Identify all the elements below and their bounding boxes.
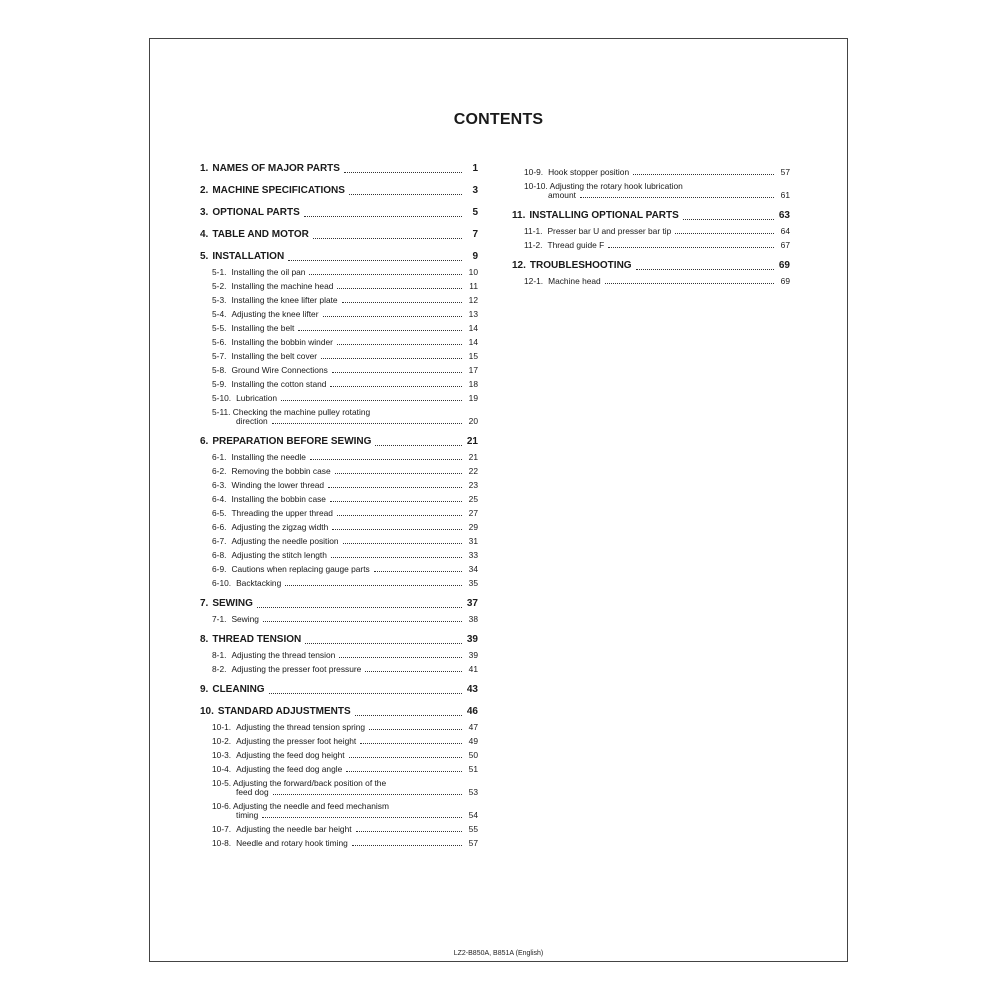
toc-entry-number: 6-1. <box>212 452 227 462</box>
toc-entry-label: 10-9. Hook stopper position <box>524 167 630 177</box>
toc-entry-label: 6. PREPARATION BEFORE SEWING <box>200 436 372 447</box>
toc-entry-number: 3. <box>200 207 209 218</box>
toc-page-number: 33 <box>468 550 478 560</box>
toc-entry-label: 5. INSTALLATION <box>200 251 285 262</box>
toc-entry <box>200 352 478 361</box>
toc-entry-number: 6-9. <box>212 564 227 574</box>
toc-leader-dots <box>343 543 462 544</box>
toc-leader-dots <box>365 671 462 672</box>
toc-page-number: 51 <box>468 764 478 774</box>
toc-entry-number: 11-2. <box>524 240 543 250</box>
toc-entry <box>200 825 478 834</box>
toc-entry-number: 7. <box>200 598 209 609</box>
toc-page-number: 23 <box>468 480 478 490</box>
toc-page-number: 41 <box>468 664 478 674</box>
toc-leader-dots <box>349 757 462 758</box>
toc-leader-dots <box>298 330 462 331</box>
toc-entry-number: 8. <box>200 634 209 645</box>
toc-leader-dots <box>369 729 462 730</box>
toc-entry-number: 5-11. <box>212 407 231 417</box>
toc-entry-text <box>524 182 778 200</box>
toc-entry-line <box>212 417 466 426</box>
toc-page-number: 54 <box>468 810 478 820</box>
toc-page-number: 49 <box>468 736 478 746</box>
toc-entry-label: Adjusting the rotary hook lubrication <box>547 181 683 191</box>
toc-entry-label: 6-6. Adjusting the zigzag width <box>212 522 329 532</box>
toc-leader-dots <box>281 400 462 401</box>
toc-leader-dots <box>375 445 462 446</box>
toc-entry-number: 10-9. <box>524 167 544 177</box>
toc-entry-label: 6-1. Installing the needle <box>212 452 306 462</box>
toc-entry <box>512 168 790 177</box>
toc-leader-dots <box>636 269 774 270</box>
toc-section <box>200 706 478 718</box>
toc-page-number: 21 <box>466 436 478 447</box>
toc-page-number: 11 <box>469 281 478 291</box>
toc-page-number: 9 <box>472 251 478 262</box>
toc-entry-number: 5-6. <box>212 337 227 347</box>
toc-leader-dots <box>337 344 462 345</box>
toc-entry-label: 6-3. Winding the lower thread <box>212 480 325 490</box>
toc-leader-dots <box>310 459 462 460</box>
toc-entry-number: 5-9. <box>212 379 227 389</box>
toc-entry-label: 6-5. Threading the upper thread <box>212 508 333 518</box>
toc-entry-number: 12. <box>512 260 526 271</box>
toc-entry-label: 5-5. Installing the belt <box>212 323 295 333</box>
toc-entry-label: 5-7. Installing the belt cover <box>212 351 318 361</box>
toc-leader-dots <box>263 621 462 622</box>
toc-entry-label: direction <box>236 416 268 426</box>
toc-entry-label: 10-2. Adjusting the presser foot height <box>212 736 357 746</box>
toc-leader-dots <box>675 233 774 234</box>
toc-entry-label: 11-2. Thread guide F <box>524 240 605 250</box>
toc-page-number: 19 <box>468 393 478 403</box>
toc-entry-number: 10-1. <box>212 722 232 732</box>
toc-entry <box>200 366 478 375</box>
toc-leader-dots <box>356 831 462 832</box>
toc-section <box>200 207 478 219</box>
toc-page-number: 22 <box>468 466 478 476</box>
page-footer: LZ2-B850A, B851A (English) <box>453 950 544 957</box>
toc-entry-label: 5-1. Installing the oil pan <box>212 267 306 277</box>
toc-entry-number: 6-3. <box>212 480 227 490</box>
toc-entry <box>200 509 478 518</box>
toc-page-number: 39 <box>466 634 478 645</box>
toc-leader-dots <box>304 216 462 217</box>
toc-page-number: 27 <box>468 508 478 518</box>
toc-entry-number: 10-7. <box>212 824 232 834</box>
toc-entry-number: 10-10. <box>524 181 548 191</box>
toc-page-number: 37 <box>466 598 478 609</box>
toc-entry <box>200 495 478 504</box>
toc-section <box>200 436 478 448</box>
toc-leader-dots <box>683 219 774 220</box>
toc-leader-dots <box>332 529 462 530</box>
toc-entry <box>200 282 478 291</box>
toc-leader-dots <box>360 743 462 744</box>
toc-leader-dots <box>323 316 463 317</box>
toc-entry-number: 5-1. <box>212 267 227 277</box>
toc-page-number: 53 <box>468 787 478 797</box>
toc-entry <box>512 182 790 200</box>
toc-entry <box>200 537 478 546</box>
toc-page-number: 25 <box>468 494 478 504</box>
toc-entry-line <box>212 811 466 820</box>
toc-entry-text <box>212 779 466 797</box>
toc-leader-dots <box>580 197 774 198</box>
toc-leader-dots <box>339 657 462 658</box>
toc-page-number: 43 <box>466 684 478 695</box>
toc-entry <box>200 839 478 848</box>
toc-entry-label: 7-1. Sewing <box>212 614 259 624</box>
toc-entry-label: 6-2. Removing the bobbin case <box>212 466 331 476</box>
toc-leader-dots <box>285 585 462 586</box>
toc-leader-dots <box>331 557 462 558</box>
toc-entry-number: 11-1. <box>524 226 543 236</box>
toc-entry-text <box>212 802 466 820</box>
toc-section <box>200 598 478 610</box>
toc-section <box>512 210 790 222</box>
toc-entry <box>200 737 478 746</box>
toc-leader-dots <box>355 715 462 716</box>
toc-page-number: 5 <box>472 207 478 218</box>
toc-leader-dots <box>305 643 462 644</box>
toc-entry-label: 10-4. Adjusting the feed dog angle <box>212 764 343 774</box>
toc-page-number: 57 <box>780 167 790 177</box>
toc-entry-number: 5-7. <box>212 351 227 361</box>
toc-entry-number: 5-4. <box>212 309 227 319</box>
toc-entry-label: 2. MACHINE SPECIFICATIONS <box>200 185 345 196</box>
toc-entry <box>200 380 478 389</box>
toc-entry-label: 1. NAMES OF MAJOR PARTS <box>200 163 340 174</box>
toc-leader-dots <box>346 771 462 772</box>
toc-entry <box>200 802 478 820</box>
toc-leader-dots <box>309 274 462 275</box>
toc-entry-label: 3. OPTIONAL PARTS <box>200 207 300 218</box>
toc-page-number: 63 <box>778 210 790 221</box>
toc-leader-dots <box>273 794 462 795</box>
toc-page-number: 61 <box>780 190 790 200</box>
toc-entry-label: 10-1. Adjusting the thread tension spring <box>212 722 366 732</box>
toc-entry-number: 10-4. <box>212 764 232 774</box>
toc-leader-dots <box>272 423 462 424</box>
toc-entry-number: 7-1. <box>212 614 227 624</box>
toc-entry <box>200 565 478 574</box>
toc-page-number: 55 <box>468 824 478 834</box>
toc-page-number: 67 <box>780 240 790 250</box>
toc-section <box>512 260 790 272</box>
toc-entry-label: 6-4. Installing the bobbin case <box>212 494 326 504</box>
toc-section <box>200 634 478 646</box>
toc-page-number: 47 <box>468 722 478 732</box>
toc-entry-label: 9. CLEANING <box>200 684 265 695</box>
toc-entry-label: 6-10. Backtacking <box>212 578 282 588</box>
toc-entry <box>200 723 478 732</box>
toc-entry-number: 6-4. <box>212 494 227 504</box>
toc-entry-label: 11-1. Presser bar U and presser bar tip <box>524 226 672 236</box>
toc-entry-number: 6-2. <box>212 466 227 476</box>
document-page <box>149 38 848 962</box>
toc-entry-number: 6-5. <box>212 508 227 518</box>
toc-entry-number: 10-6. <box>212 801 232 811</box>
toc-page-number: 57 <box>468 838 478 848</box>
toc-page-number: 3 <box>472 185 478 196</box>
toc-page-number: 69 <box>778 260 790 271</box>
toc-entry <box>200 523 478 532</box>
toc-section <box>200 185 478 197</box>
toc-page-number: 1 <box>472 163 478 174</box>
toc-entry-label: feed dog <box>236 787 269 797</box>
toc-entry-number: 10-5. <box>212 778 232 788</box>
toc-page-number: 14 <box>468 337 478 347</box>
toc-page-number: 15 <box>468 351 478 361</box>
toc-column-right <box>512 163 790 286</box>
toc-page-number: 20 <box>468 416 478 426</box>
toc-page-number: 38 <box>468 614 478 624</box>
toc-entry-label: 5-3. Installing the knee lifter plate <box>212 295 338 305</box>
toc-entry-label: 4. TABLE AND MOTOR <box>200 229 309 240</box>
toc-entry-number: 5. <box>200 251 209 262</box>
toc-entry-label: 11. INSTALLING OPTIONAL PARTS <box>512 210 679 221</box>
toc-entry <box>512 227 790 236</box>
toc-leader-dots <box>328 487 462 488</box>
toc-entry-number: 5-5. <box>212 323 227 333</box>
toc-entry-label: Checking the machine pulley rotating <box>230 407 371 417</box>
toc-entry <box>200 296 478 305</box>
toc-entry-number: 4. <box>200 229 209 240</box>
toc-entry-number: 6. <box>200 436 209 447</box>
toc-entry-number: 6-6. <box>212 522 227 532</box>
toc-entry <box>512 241 790 250</box>
toc-leader-dots <box>269 693 462 694</box>
toc-entry <box>200 665 478 674</box>
toc-leader-dots <box>262 817 462 818</box>
toc-page-number: 10 <box>468 267 478 277</box>
toc-leader-dots <box>352 845 462 846</box>
toc-page-number: 17 <box>468 365 478 375</box>
toc-entry-number: 5-2. <box>212 281 227 291</box>
toc-section <box>200 684 478 696</box>
toc-entry-label: 6-7. Adjusting the needle position <box>212 536 339 546</box>
toc-page-number: 14 <box>468 323 478 333</box>
toc-entry <box>200 338 478 347</box>
page-title: CONTENTS <box>453 111 544 128</box>
toc-entry <box>512 277 790 286</box>
toc-leader-dots <box>330 501 462 502</box>
toc-entry-line <box>212 788 466 797</box>
toc-entry-number: 9. <box>200 684 209 695</box>
toc-page-number: 13 <box>468 309 478 319</box>
toc-page-number: 7 <box>472 229 478 240</box>
toc-entry <box>200 579 478 588</box>
toc-entry-number: 12-1. <box>524 276 544 286</box>
toc-column-left <box>200 163 478 848</box>
toc-entry-label: 7. SEWING <box>200 598 253 609</box>
toc-entry-label: 6-8. Adjusting the stitch length <box>212 550 327 560</box>
toc-entry-number: 6-8. <box>212 550 227 560</box>
toc-entry-label: 8-2. Adjusting the presser foot pressure <box>212 664 362 674</box>
toc-page-number: 12 <box>468 295 478 305</box>
toc-entry-label: amount <box>548 190 576 200</box>
toc-entry <box>200 324 478 333</box>
toc-entry-label: 5-2. Installing the machine head <box>212 281 334 291</box>
toc-leader-dots <box>257 607 462 608</box>
toc-entry-label: 5-9. Installing the cotton stand <box>212 379 327 389</box>
toc-section <box>200 229 478 241</box>
toc-entry-number: 8-2. <box>212 664 227 674</box>
toc-page-number: 21 <box>468 452 478 462</box>
toc-leader-dots <box>608 247 774 248</box>
toc-page-number: 34 <box>468 564 478 574</box>
toc-entry-label: 8-1. Adjusting the thread tension <box>212 650 336 660</box>
toc-leader-dots <box>332 372 462 373</box>
toc-leader-dots <box>321 358 462 359</box>
toc-leader-dots <box>374 571 462 572</box>
toc-entry <box>200 268 478 277</box>
toc-entry <box>200 408 478 426</box>
toc-entry <box>200 551 478 560</box>
toc-entry-label: 5-10. Lubrication <box>212 393 278 403</box>
toc-entry <box>200 651 478 660</box>
toc-entry <box>200 765 478 774</box>
toc-leader-dots <box>313 238 462 239</box>
toc-entry-number: 1. <box>200 163 209 174</box>
toc-entry-number: 6-10. <box>212 578 232 588</box>
toc-entry-label: 6-9. Cautions when replacing gauge parts <box>212 564 370 574</box>
toc-entry-label: timing <box>236 810 259 820</box>
toc-entry <box>200 394 478 403</box>
toc-entry-number: 10-3. <box>212 750 232 760</box>
toc-entry-number: 5-10. <box>212 393 232 403</box>
toc-section <box>200 163 478 175</box>
toc-entry-number: 5-8. <box>212 365 227 375</box>
toc-section <box>200 251 478 263</box>
toc-entry <box>200 615 478 624</box>
toc-entry-label: Adjusting the needle and feed mechanism <box>231 801 389 811</box>
toc-entry-text <box>212 408 466 426</box>
toc-entry <box>200 481 478 490</box>
toc-leader-dots <box>342 302 462 303</box>
toc-entry-label: 10-3. Adjusting the feed dog height <box>212 750 345 760</box>
toc-leader-dots <box>633 174 774 175</box>
toc-entry-label: 10. STANDARD ADJUSTMENTS <box>200 706 351 717</box>
toc-entry <box>200 310 478 319</box>
toc-page-number: 29 <box>468 522 478 532</box>
toc-entry-label: 12-1. Machine head <box>524 276 601 286</box>
toc-leader-dots <box>335 473 462 474</box>
toc-page-number: 39 <box>468 650 478 660</box>
toc-leader-dots <box>288 260 462 261</box>
toc-entry <box>200 779 478 797</box>
toc-entry <box>200 453 478 462</box>
toc-page-number: 50 <box>468 750 478 760</box>
toc-entry-number: 8-1. <box>212 650 227 660</box>
toc-page-number: 64 <box>780 226 790 236</box>
toc-entry-label: 8. THREAD TENSION <box>200 634 302 645</box>
toc-entry-label: 5-4. Adjusting the knee lifter <box>212 309 319 319</box>
toc-entry-number: 10-8. <box>212 838 232 848</box>
toc-leader-dots <box>337 288 462 289</box>
toc-entry-label: 12. TROUBLESHOOTING <box>512 260 632 271</box>
toc-leader-dots <box>344 172 462 173</box>
toc-entry-number: 11. <box>512 210 526 221</box>
toc-entry-number: 6-7. <box>212 536 227 546</box>
toc-entry <box>200 467 478 476</box>
toc-leader-dots <box>349 194 462 195</box>
toc-entry-label: Adjusting the forward/back position of the <box>231 778 387 788</box>
toc-entry <box>200 751 478 760</box>
toc-entry-number: 10. <box>200 706 214 717</box>
toc-page-number: 35 <box>468 578 478 588</box>
toc-leader-dots <box>337 515 462 516</box>
toc-entry-label: 5-8. Ground Wire Connections <box>212 365 328 375</box>
toc-leader-dots <box>605 283 774 284</box>
toc-page-number: 18 <box>468 379 478 389</box>
toc-entry-line <box>524 191 778 200</box>
toc-entry-number: 10-2. <box>212 736 232 746</box>
toc-page-number: 46 <box>466 706 478 717</box>
toc-entry-label: 5-6. Installing the bobbin winder <box>212 337 333 347</box>
toc-entry-label: 10-7. Adjusting the needle bar height <box>212 824 352 834</box>
toc-entry-label: 10-8. Needle and rotary hook timing <box>212 838 348 848</box>
toc-page-number: 31 <box>468 536 478 546</box>
toc-entry-number: 5-3. <box>212 295 227 305</box>
toc-page-number: 69 <box>780 276 790 286</box>
toc-leader-dots <box>330 386 462 387</box>
toc-entry-number: 2. <box>200 185 209 196</box>
